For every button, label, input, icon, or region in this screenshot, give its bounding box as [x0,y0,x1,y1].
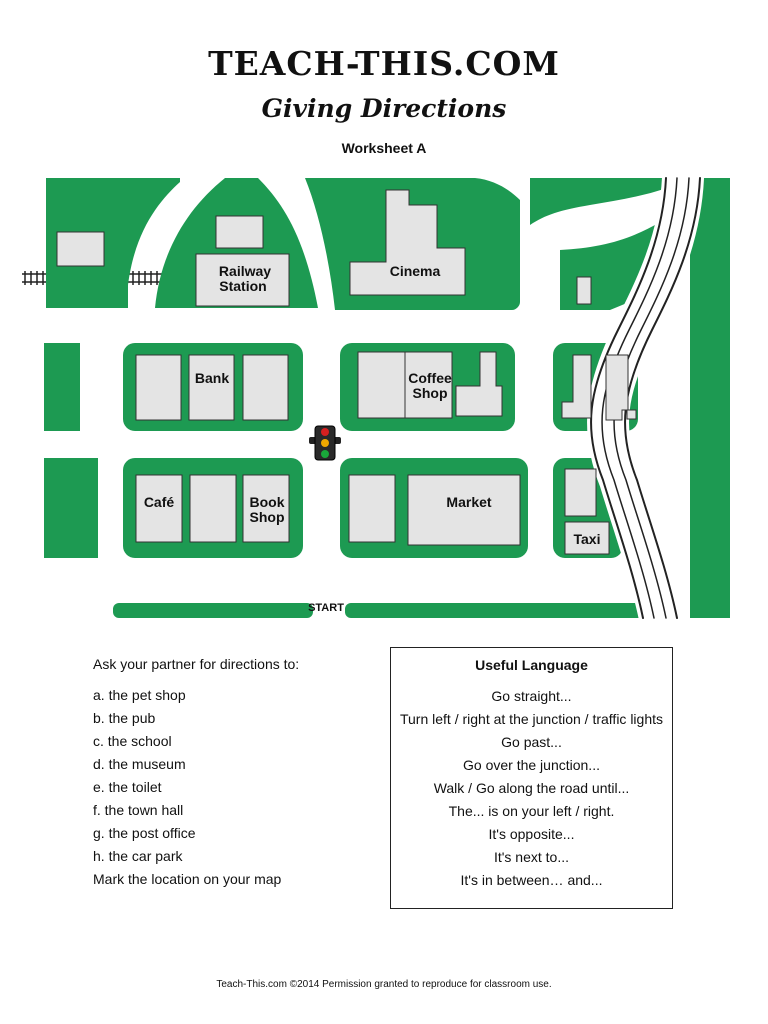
worksheet-title: Giving Directions [261,94,507,123]
block-left-edge-mid [44,343,80,431]
list-item: Go straight... [491,688,572,704]
building-market-left [349,475,395,542]
list-item: d. the museum [93,756,186,772]
useful-language-heading: Useful Language [475,657,588,673]
tasks-list [93,687,281,894]
label-railway-station-line2: Station [219,278,267,294]
label-bank: Bank [194,370,230,386]
list-item: Turn left / right at the junction / traffic lights [399,711,663,727]
list-item: c. the school [93,733,172,749]
label-taxi: Taxi [573,531,601,547]
building-coffee-left [358,352,405,418]
building-top-left [57,232,104,266]
list-item: b. the pub [93,710,156,726]
list-item: It's in between… and... [460,872,603,888]
list-item: e. the toilet [93,779,162,795]
list-item: f. the town hall [93,802,184,818]
worksheet-subtitle: Worksheet A [341,140,427,156]
block-right-edge [690,178,730,618]
building-bank [189,355,234,420]
list-item: Mark the location on your map [93,871,282,887]
list-item: It's opposite... [488,826,575,842]
label-book-shop-line2: Shop [249,509,285,525]
block-bottom-strip-right [345,603,645,618]
label-start: START [308,602,344,614]
label-coffee-shop-line2: Shop [412,385,448,401]
building-right-mid-small [627,410,636,419]
footer-copyright: Teach-This.com ©2014 Permission granted to reproduce for classroom use. [216,979,552,990]
list-item: a. the pet shop [93,687,186,703]
building-cafe-middle [190,475,236,542]
list-item: Go past... [501,734,562,750]
building-taxi-upper [565,469,596,516]
list-item: The... is on your left / right. [448,803,615,819]
building-bank-left [136,355,181,420]
list-item: Go over the junction... [463,757,600,773]
building-bank-right [243,355,288,420]
label-cafe: Café [143,494,175,510]
label-coffee-shop-line1: Coffee [408,370,452,386]
list-item: It's next to... [493,849,570,865]
building-right-mid-right [606,355,628,420]
useful-language-box [390,647,673,909]
brand-logo-text: TEACH-THIS.COM [208,44,560,83]
building-top-right-small [577,277,591,304]
label-market: Market [446,494,492,510]
useful-language-list [391,688,672,895]
list-item: g. the post office [93,825,196,841]
block-left-edge-bottom [44,458,98,558]
list-item: Walk / Go along the road until... [433,780,630,796]
label-book-shop-line1: Book [249,494,285,510]
tasks-heading: Ask your partner for directions to: [93,656,300,672]
block-bottom-strip-left [113,603,313,618]
building-market [408,475,520,545]
label-railway-station-line1: Railway [218,263,272,279]
label-cinema: Cinema [389,263,441,279]
list-item: h. the car park [93,848,183,864]
building-small-top [216,216,263,248]
